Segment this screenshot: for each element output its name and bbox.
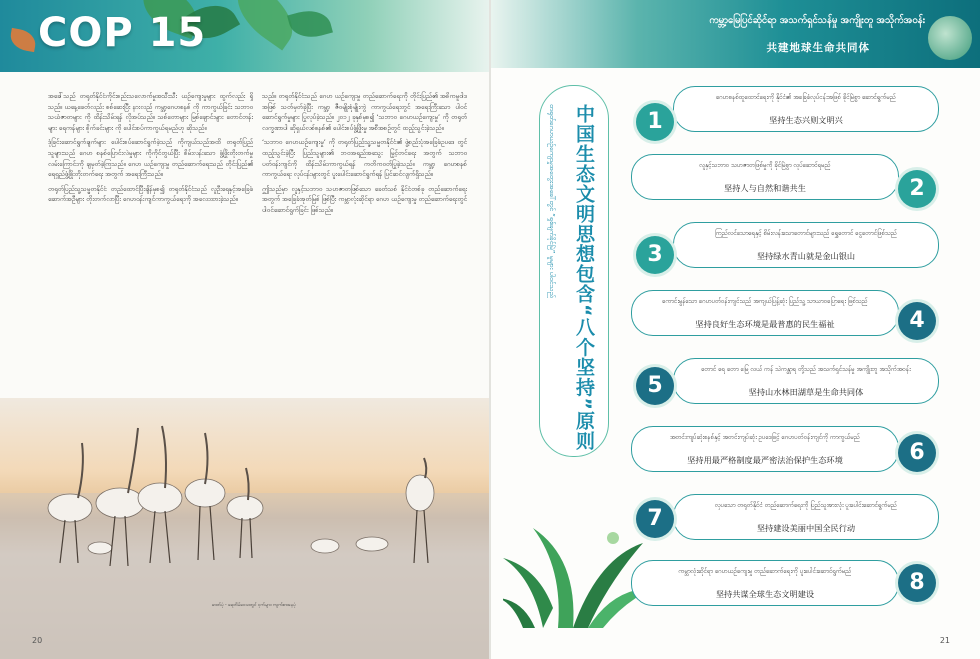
- banner-chinese-title: 共建地球生命共同体: [766, 42, 870, 54]
- vertical-chinese-title: 中国生态文明思想包含“八个坚持”原则: [573, 104, 595, 451]
- principle-chinese-text: 坚持山水林田湖草是生命共同体: [748, 387, 864, 397]
- paragraph: သည်။ တရုတ်နိုင်ငံသည် ဂေဟ ယဉ်ကျေးမှု တည်ဆောက်ရေးကို တိုင်းပြည်၏ အဓိကမူဝါဒ အဖြစ် သတ်မှတ်ခဲ့ပြီး ကမ္ဘာ့ ဇီဝမျိုးစုံမျိုးကွဲ ကာကွယ်ရေးတွင် အရေးကြီးသော ပါဝင်ဆောင်ရွက်မှုများ ပြုလုပ်ခဲ့သည်။ ၂၀၁၂ ခုနှစ်မှစ၍ ‘သဘာဝ ဂေဟယဉ်ကျေးမှု’ ကို တရုတ်လက္ခဏာပါ ဆိုရှယ်လစ်စနစ်၏ ပေါင်းစပ်ဖွံ့ဖြိုးမှု အစီအစဉ်တွင် ထည့်သွင်းခဲ့သည်။: [262, 93, 467, 132]
- principle-3: [673, 222, 939, 268]
- photo-caption: ဓာတ်ပုံ - ရေတိမ်ဒေသတွင် ငှက်များ ကျက်စားနေပုံ: [212, 603, 296, 608]
- paragraph: ‘သဘာဝ ဂေဟယဉ်ကျေးမှု’ ကို တရုတ်ပြည်သူ့သမ္မတနိုင်ငံ၏ ဖွဲ့စည်းပုံအခြေခံဥပဒေ တွင် ထည့်သွင်းခဲ့ပြီး ပြည်သူများ၏ ဘဝအရည်အသွေး မြှင့်တင်ရေး အတွက် သဘာဝပတ်ဝန်းကျင်ကို ထိန်းသိမ်းကာကွယ်ရန် ကတိကဝတ်ပြုခဲ့သည်။ ကမ္ဘာ့ ဂေဟစနစ် ကာကွယ်ရေး လုပ်ငန်းများတွင် ပူးပေါင်းဆောင်ရွက်ရန် ပြင်ဆင်လျက်ရှိသည်။: [262, 139, 467, 179]
- page-number: 21: [939, 636, 950, 645]
- principle-chinese-text: 坚持建设美丽中国全民行动: [756, 523, 856, 533]
- right-banner: [491, 0, 980, 68]
- paragraph: တရုတ်ပြည်သူ့သမ္မတနိုင်ငံ တည်ထောင်ပြီးချိန်မှစ၍ တရုတ်နိုင်ငံသည် လူဦးရေနှင့်အခြေခံ ဆောက်အဦများ တိုးတက်လာပြီး ဂေဟဝန်းကျင်ကာကွယ်ရေးကို အလေးထားခဲ့သည်။: [48, 185, 253, 204]
- principle-chinese-text: 坚持生态兴则文明兴: [769, 115, 843, 125]
- principle-number-badge: 7: [636, 500, 674, 538]
- principle-7: [673, 494, 939, 540]
- principle-chinese-text: 坚持绿水青山就是金山银山: [756, 251, 856, 261]
- principle-2: [631, 154, 899, 200]
- text-column-1: [48, 92, 253, 210]
- paragraph: ဤသည်မှာ လူနှင့်သဘာဝ သဟဇာတဖြစ်သော ခေတ်သစ် နိုင်ငံတစ်ခု တည်ဆောက်ရေး အတွက် အခြေခံအုတ်မြစ် ဖြစ်ပြီး ကမ္ဘာလုံးဆိုင်ရာ ဂေဟ ယဉ်ကျေးမှု တည်ဆောက်ရေးတွင် ပါဝင်ဆောင်ရွက်ခြင်း ဖြစ်သည်။: [262, 185, 467, 214]
- left-page: [0, 0, 489, 659]
- principle-myanmar-text: လှပသော တရုတ်နိုင်ငံ တည်ဆောက်ရေးကို ပြည်သူအားလုံး ပူးပေါင်းဆောင်ရွက်မည်: [715, 502, 897, 509]
- page-number: 20: [32, 636, 43, 645]
- principle-4: [631, 290, 899, 336]
- cop15-emblem-icon: [928, 16, 972, 60]
- tropical-plants-illustration: [503, 488, 653, 628]
- principle-number-badge: 8: [898, 564, 936, 602]
- banner-myanmar-title: ကမ္ဘာ့မြေပြင်ဆိုင်ရာ အသက်ရှင်သန်မှု အကျိုးတူ အသိုက်အဝန်း: [709, 15, 925, 26]
- principle-number-badge: 6: [898, 434, 936, 472]
- principle-5: [673, 358, 939, 404]
- text-column-2: [262, 92, 467, 221]
- principle-myanmar-text: ကမ္ဘာလုံးဆိုင်ရာ ဂေဟယဉ်ကျေးမှု တည်ဆောက်ရေးကို ပူးပေါင်းဆောင်ရွက်မည်: [678, 568, 852, 575]
- principle-chinese-text: 坚持用最严格制度最严密法治保护生态环境: [687, 455, 843, 465]
- cranes-illustration: [0, 398, 489, 659]
- cranes-photo: [0, 398, 489, 659]
- principle-myanmar-text: တောင် ရေ တော မြေ လယ် ကန် သဲကန္တာရ တို့သည် အသက်ရှင်သန်မှု အကျိုးတူ အသိုက်အဝန်း: [701, 366, 911, 373]
- principle-6: [631, 426, 899, 472]
- principle-8: [631, 560, 899, 606]
- cop15-title: COP 15: [38, 10, 207, 56]
- principle-number-badge: 3: [636, 236, 674, 274]
- cop15-banner: [0, 0, 489, 72]
- principle-myanmar-text: ကြည်လင်သောရေနှင့် စိမ်းလန်းသောတောင်များသည် ရွှေတောင် ငွေတောင်ဖြစ်သည်: [715, 230, 897, 237]
- principle-myanmar-text: အတင်းကျပ်ဆုံးစနစ်နှင့် အတင်းကျပ်ဆုံး ဥပဒေဖြင့် ဂေဟပတ်ဝန်းကျင်ကို ကာကွယ်မည်: [670, 434, 860, 441]
- paragraph: ဒုံခြင်းဆောင်ရွက်ချက်များ ပေါင်းစပ်ဆောင်ရွက်ခဲ့သည် ကိုကျယ်သည်အထိ တရုတ်ပြည်သူများသည် ဂေဟ စနစ်ပြောင်းလဲမှုများ ကိုကိုင်တွယ်ပြီး စိမ်းလန်းသော ဖွံ့ဖြိုးတိုးတက်မှု လမ်းကြောင်းကို ချမှတ်ခဲ့ကြသည်။ ဂေဟ ယဉ်ကျေးမှု တည်ဆောက်ရေးသည် တိုင်းပြည်၏ ရေရှည်ဖွံ့ဖြိုးတိုးတက်ရေး အတွက် အရေးကြီးသည်။: [48, 139, 253, 179]
- principle-1: [673, 86, 939, 132]
- right-page: [491, 0, 980, 659]
- principle-number-badge: 2: [898, 170, 936, 208]
- principle-myanmar-text: ဂေဟစနစ်ထူထောင်ရေးကို နိုင်ငံ၏ အခြေခံလုပ်ငန်းအဖြစ် ခိုင်မြဲစွာ ဆောင်ရွက်မည်: [716, 94, 896, 101]
- principle-number-badge: 5: [636, 367, 674, 405]
- principle-number-badge: 1: [636, 103, 674, 141]
- vertical-myanmar-title: တရုတ်ဂေဟယဉ်ကျေးမှုအတွေးအခေါ်တွင် “ရှစ်ချက်ခိုင်မြဲ” မူများ ပါဝင်သည်: [548, 104, 556, 299]
- principle-number-badge: 4: [898, 302, 936, 340]
- principle-chinese-text: 坚持共谋全球生态文明建设: [715, 589, 815, 599]
- principle-myanmar-text: လူနှင့်သဘာဝ သဟဇာတဖြစ်မှုကို ခိုင်မြဲစွာ လုပ်ဆောင်ရမည်: [699, 162, 831, 169]
- principle-chinese-text: 坚持良好生态环境是最普惠的民生福祉: [695, 319, 835, 329]
- principle-myanmar-text: ကောင်းမွန်သော ဂေဟပတ်ဝန်းကျင်သည် အကျယ်ပြန့်ဆုံး ပြည်သူ့ သာယာဝပြောရေး ဖြစ်သည်: [662, 298, 868, 305]
- paragraph: အခေါ်သည် တရုတ်နိုင်ငံကိုင်းစည်းသလောက်မှုအသီးသီး ယဉ်ကျေးမှုများ ထွက်လည်း ရှိသည်။ ယနေ့ခေတ်လည်း စစ်ဆေးပြီး နားလည် ကမ္ဘာ့ဂေဟစနစ် ကို ကာကွယ်ခြင်း သဘာဝ သယံဇာတများ ကို ထိန်းသိမ်းရန် လိုအပ်သည်။ သစ်တောများ မြစ်ချောင်းများ တောင်တန်းများ ရေကန်များ စိုက်ခင်းများ ကို ပေါင်းစပ်ကာကွယ်ရမည်ဟု ဆိုသည်။: [48, 93, 253, 132]
- principle-chinese-text: 坚持人与自然和谐共生: [724, 183, 806, 193]
